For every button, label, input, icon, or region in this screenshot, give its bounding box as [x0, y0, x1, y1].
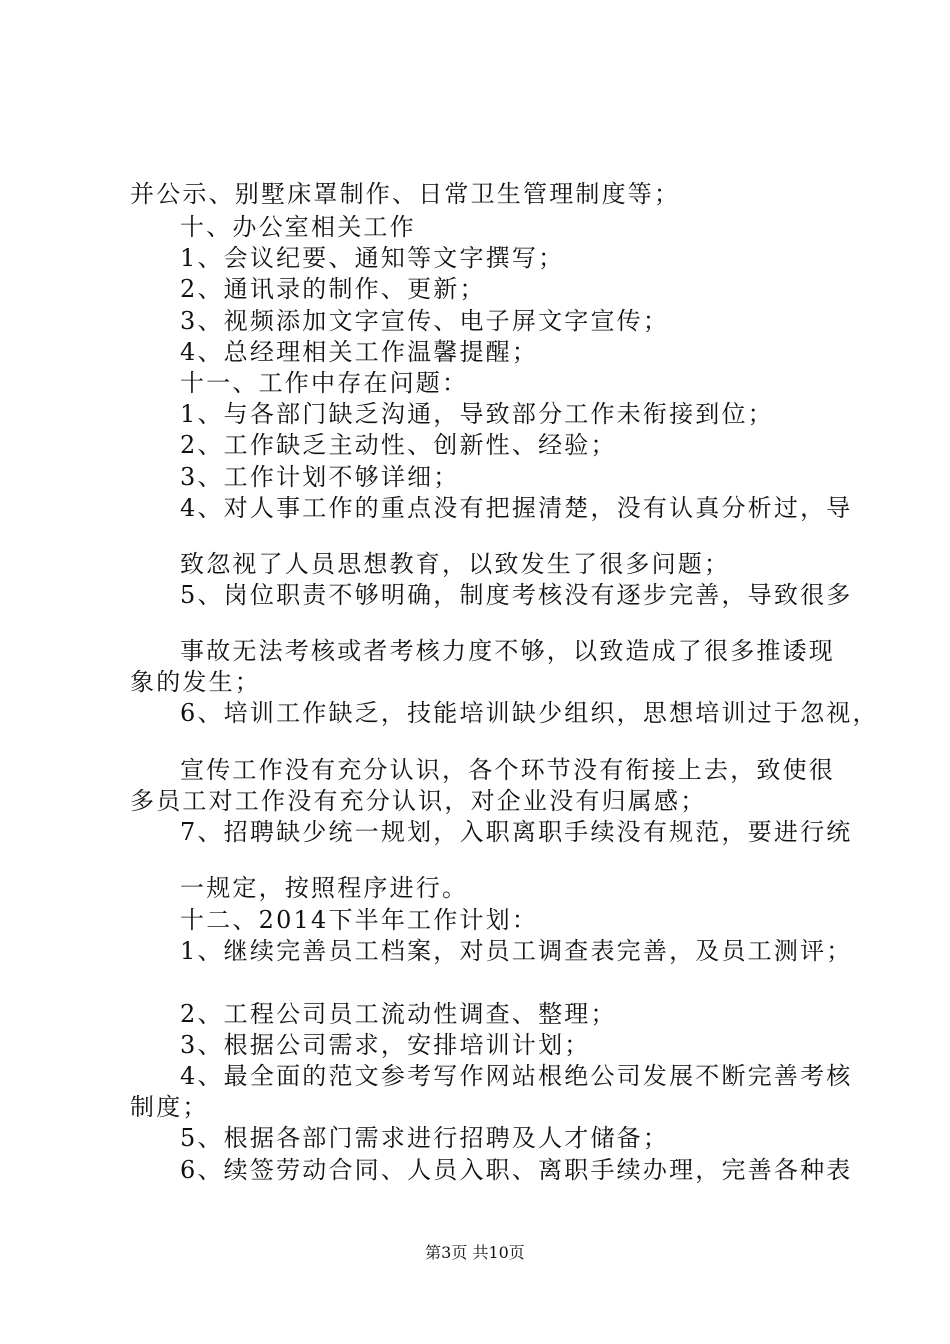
text-line-20: 一规定，按照程序进行。 — [180, 874, 469, 902]
text-line-13: 5、岗位职责不够明确，制度考核没有逐步完善，导致很多 — [180, 581, 853, 609]
text-line-23: 2、工程公司员工流动性调查、整理； — [180, 1000, 617, 1028]
page-number-footer: 第3页 共10页 — [425, 1243, 525, 1262]
text-line-6: 4、总经理相关工作温馨提醒； — [180, 338, 539, 366]
text-line-3: 1、会议纪要、通知等文字撰写； — [180, 244, 565, 272]
text-line-26: 制度； — [130, 1093, 209, 1121]
text-line-14: 事故无法考核或者考核力度不够，以致造成了很多推诿现 — [180, 637, 835, 665]
section-heading-12: 十二、2014下半年工作计划： — [180, 906, 539, 934]
section-heading-10: 十、办公室相关工作 — [180, 213, 416, 241]
text-line-17: 宣传工作没有充分认识，各个环节没有衔接上去，致使很 — [180, 756, 835, 784]
text-line-18: 多员工对工作没有充分认识，对企业没有归属感； — [130, 787, 707, 815]
text-line-19: 7、招聘缺少统一规划，入职离职手续没有规范，要进行统 — [180, 818, 853, 846]
section-heading-11: 十一、工作中存在问题： — [180, 369, 469, 397]
text-line-15: 象的发生； — [130, 668, 261, 696]
text-line-12: 致忽视了人员思想教育，以致发生了很多问题； — [180, 550, 731, 578]
text-line-10: 3、工作计划不够详细； — [180, 463, 460, 491]
text-line-5: 3、视频添加文字宣传、电子屏文字宣传； — [180, 307, 670, 335]
text-line-27: 5、根据各部门需求进行招聘及人才储备； — [180, 1124, 670, 1152]
text-line-1: 并公示、别墅床罩制作、日常卫生管理制度等； — [130, 180, 681, 208]
text-line-16: 6、培训工作缺乏，技能培训缺少组织，思想培训过于忽视， — [180, 699, 879, 727]
text-line-24: 3、根据公司需求，安排培训计划； — [180, 1031, 591, 1059]
text-line-4: 2、通讯录的制作、更新； — [180, 275, 486, 303]
text-line-22: 1、继续完善员工档案，对员工调查表完善，及员工测评； — [180, 937, 853, 965]
text-line-11: 4、对人事工作的重点没有把握清楚，没有认真分析过，导 — [180, 494, 853, 522]
text-line-8: 1、与各部门缺乏沟通，导致部分工作未衔接到位； — [180, 400, 774, 428]
text-line-9: 2、工作缺乏主动性、创新性、经验； — [180, 431, 617, 459]
text-line-28: 6、续签劳动合同、人员入职、离职手续办理，完善各种表 — [180, 1156, 853, 1184]
text-line-25: 4、最全面的范文参考写作网站根绝公司发展不断完善考核 — [180, 1062, 853, 1090]
